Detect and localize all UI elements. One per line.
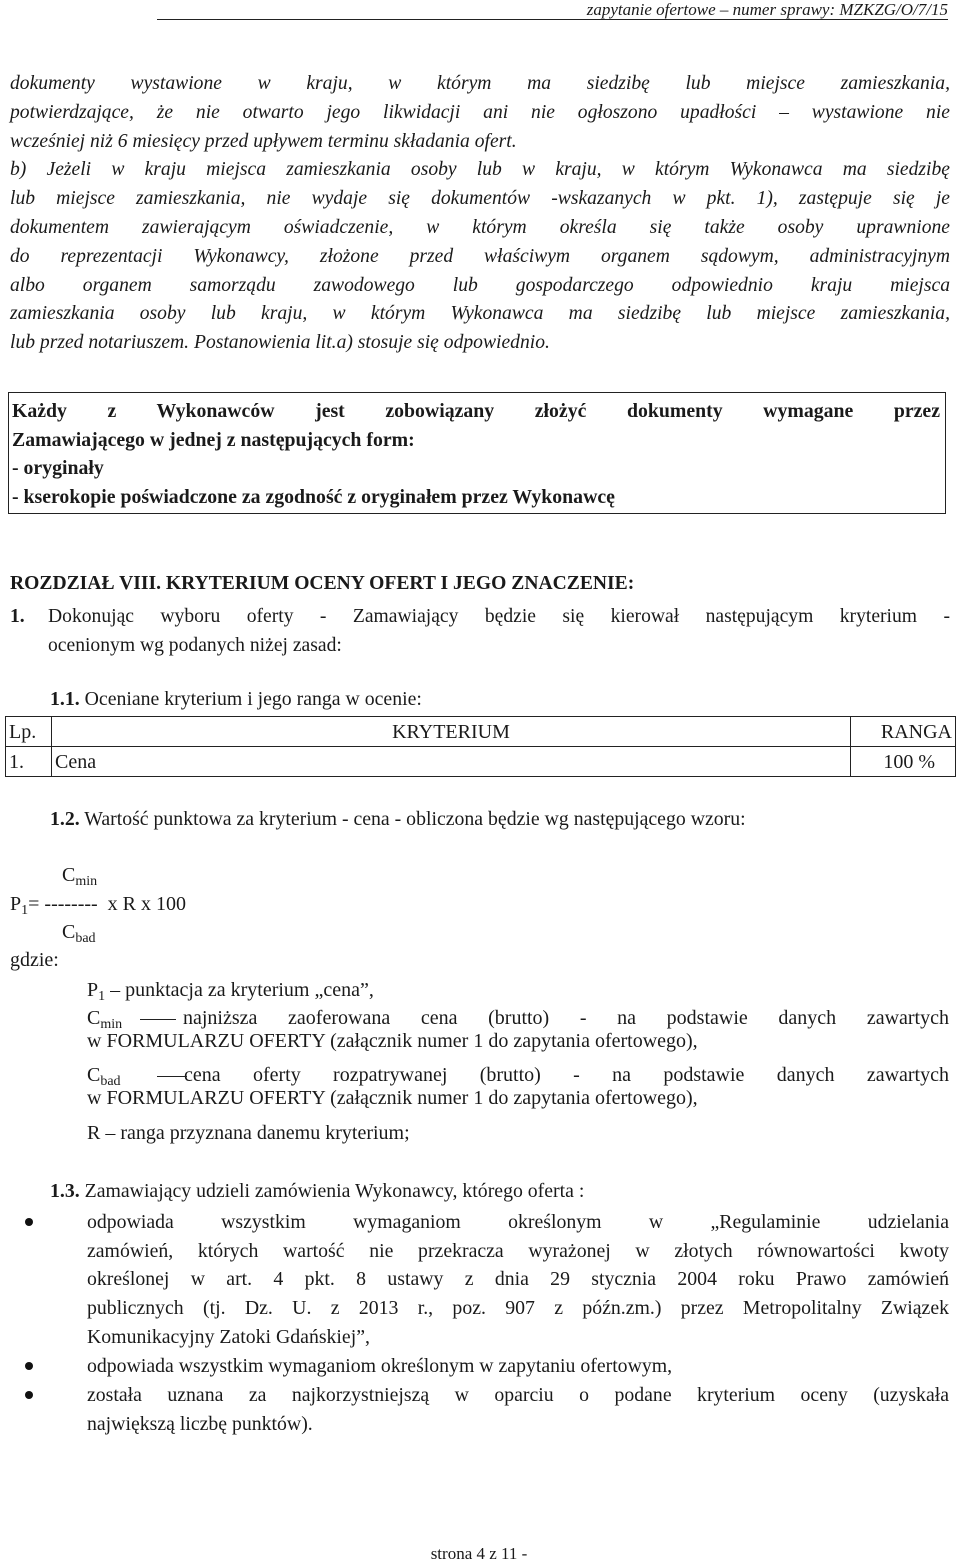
point-text-line: Dokonując wyboru oferty - Zamawiający będzie się kierował następującym kryterium - (48, 606, 950, 627)
header-text: zapytanie ofertowe – numer sprawy: MZKZG/O/7/15 (157, 0, 948, 20)
point-1 (10, 603, 950, 661)
subsection-text: Wartość punktowa za kryterium - cena - obliczona będzie wg następującego wzoru: (84, 808, 746, 830)
box-line: Każdy z Wykonawców jest zobowiązany złożyć dokumenty wymagane przez (12, 400, 940, 422)
dash-mark (140, 1019, 176, 1020)
table-header-row (6, 717, 956, 747)
bullet-icon (22, 1359, 36, 1373)
italic-line: do reprezentacji Wykonawcy, złożone przed właściwym organem sądowym, administracyjnym (10, 245, 950, 267)
definition-cmin: $C_{min}$ najniższa zaoferowana cena (brutto) - na podstawie danych zawartych w FORMULARZU OFERTY (załącznik numer 1 do zapytania ofertowego), (87, 1007, 949, 1052)
bullet-item: została uznana za najkorzystniejszą w oparciu o podane kryterium oceny (uzyskała największą liczbę punktów). (87, 1384, 949, 1435)
definition-r: R – ranga przyznana danemu kryterium; (87, 1122, 410, 1144)
page-number: strona 4 z 11 - (430, 1544, 528, 1563)
required-forms-box (8, 392, 946, 514)
header-lp: Lp. (6, 717, 52, 747)
italic-line: wcześniej niż 6 miesięcy przed upływem terminu składania ofert. (10, 130, 517, 152)
subsection-number: 1.1. (50, 688, 80, 710)
point-number: 1. (10, 606, 25, 627)
criteria-table (5, 716, 956, 777)
italic-line: lub przed notariuszem. Postanowienia lit.a) stosuje się odpowiednio. (10, 332, 550, 354)
subsection-text: Oceniane kryterium i jego ranga w ocenie: (84, 688, 422, 710)
subsection-text: Zamawiający udzieli zamówienia Wykonawcy, którego oferta : (84, 1180, 585, 1202)
bullet-icon (22, 1215, 36, 1229)
bullet-icon (22, 1388, 36, 1402)
table-row (6, 747, 956, 777)
italic-line: potwierdzające, że nie otwarto jego likwidacji ani nie ogłoszono upadłości – wystawione nie (10, 101, 950, 123)
formula-denominator: $C_{bad}$ (62, 921, 96, 946)
header-kryterium: KRYTERIUM (52, 717, 851, 747)
bullet-item: odpowiada wszystkim wymaganiom określonym w „Regulaminie udzielania zamówień, których wartość nie przekracza wyrażonej w złotych równowartości kwoty określonej w art. 4 pkt. 8 ustawy z dnia 29 stycznia 2004 roku Prawo zamówień publicznych (tj. Dz. U. z 2013 r., poz. 907 z późn.zm.) przez Metropolitalny Związek Komunikacyjny Zatoki Gdańskiej”, (87, 1211, 949, 1348)
page-footer (0, 1544, 960, 1564)
definition-cbad: $C_{bad}$ cena oferty rozpatrywanej (brutto) - na podstawie danych zawartych w FORMULARZU OFERTY (załącznik numer 1 do zapytania ofertowego), (87, 1064, 949, 1109)
italic-line: dokumentem zawierającym oświadczenie, w którym określa się także osoby uprawnione (10, 216, 950, 238)
italic-line: zamieszkania osoby lub kraju, w którym Wykonawca ma siedzibę lub miejsce zamieszkania, (10, 303, 950, 325)
dash-mark (157, 1076, 187, 1077)
italic-line: lub miejsce zamieszkania, nie wydaje się dokumentów -wskazanych w pkt. 1), zastępuje się je (10, 188, 950, 210)
cell-ranga: 100 % (851, 747, 956, 777)
section-heading: ROZDZIAŁ VIII. KRYTERIUM OCENY OFERT I JEGO ZNACZENIE: (10, 573, 635, 594)
formula-numerator: $C_{min}$ (62, 864, 98, 889)
italic-line: albo organem samorządu zawodowego lub gospodarczego odpowiednio kraju miejsca (10, 274, 950, 296)
subsection-1-2 (50, 808, 746, 831)
header-ranga: RANGA (851, 717, 956, 747)
point-text-line: ocenionym wg podanych niżej zasad: (48, 634, 342, 656)
italic-paragraph (10, 70, 950, 358)
formula-main-line: $P_1=$ -------- x R x 100 (10, 893, 187, 918)
subsection-number: 1.3. (50, 1180, 80, 1202)
box-line: - kserokopie poświadczone za zgodność z oryginałem przez Wykonawcę (12, 485, 615, 508)
cell-lp: 1. (6, 747, 52, 777)
cell-kryterium: Cena (52, 747, 851, 777)
subsection-1-3 (50, 1180, 584, 1203)
formula-gdzie: gdzie: (10, 949, 59, 971)
subsection-number: 1.2. (50, 808, 80, 830)
bullet-item: odpowiada wszystkim wymaganiom określonym w zapytaniu ofertowym, (87, 1355, 673, 1377)
italic-line: b) Jeżeli w kraju miejsca zamieszkania osoby lub w kraju, w którym Wykonawca ma siedzibę (10, 159, 950, 181)
box-line: Zamawiającego w jednej z następujących form: (12, 428, 415, 451)
subsection-1-1 (50, 688, 422, 711)
definition-p1: $P_1$ – punktacja za kryterium „cena”, (87, 979, 374, 1004)
box-line: - oryginały (12, 457, 104, 480)
document-header (0, 0, 948, 22)
italic-line: dokumenty wystawione w kraju, w którym ma siedzibę lub miejsce zamieszkania, (10, 73, 950, 94)
